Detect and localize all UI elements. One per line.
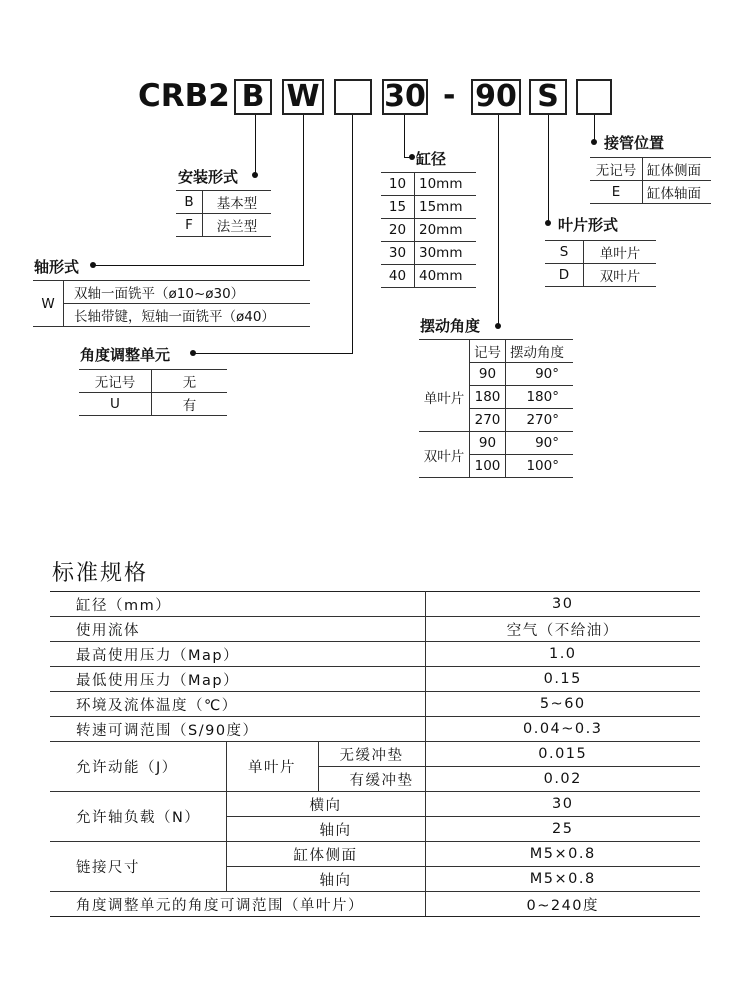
bore-code: 20 [381,219,415,242]
mount-desc: 基本型 [203,191,272,214]
connector-mount [255,115,256,175]
spec-sub-label: 轴向 [226,817,425,842]
spec-label: 转速可调范围（S/90度） [50,717,425,742]
connector-angle-unit-h [194,353,353,354]
vane-desc: 单叶片 [584,241,657,264]
bore-desc: 40mm [415,265,477,288]
swing-row [419,363,573,386]
spec-value: 0.015 [425,742,700,767]
shaft-label: 轴形式 [34,258,80,276]
angle-unit-desc: 无 [152,370,228,393]
bore-code: 10 [381,173,415,196]
spec-label: 允许动能（J） [50,742,226,792]
mount-code: F [176,214,203,237]
spec-value: 空气（不给油） [425,617,700,642]
spec-label: 使用流体 [50,617,425,642]
connector-dot-port [591,139,597,145]
spec-value: 0~240度 [425,892,700,917]
swing-row [419,432,573,455]
port-row [590,181,711,204]
angle-unit-table [79,369,227,416]
swing-double-label: 双叶片 [419,432,470,478]
spec-label: 缸径（mm） [50,592,425,617]
vane-code: S [545,241,584,264]
spec-value: 30 [425,792,700,817]
shaft-desc: 长轴带键，短轴一面铣平（ø40） [64,304,311,327]
port-desc: 缸体轴面 [643,181,712,204]
code-box-mount: B [234,79,272,115]
bore-desc: 30mm [415,242,477,265]
swing-label: 摆动角度 [420,317,481,335]
angle-unit-label: 角度调整单元 [80,346,171,364]
swing-angle: 100° [506,455,574,478]
spec-sub-label: 缸体侧面 [226,842,425,867]
swing-code: 100 [470,455,506,478]
bore-desc: 20mm [415,219,477,242]
spec-label: 环境及流体温度（℃） [50,692,425,717]
vane-row [545,241,656,264]
mount-row [176,191,271,214]
connector-dot-shaft [90,262,96,268]
shaft-table [33,280,310,327]
connector-shaft-h [94,265,304,266]
swing-single-label: 单叶片 [419,363,470,432]
spec-row [50,792,700,817]
connector-dot-vane [545,220,551,226]
vane-desc: 双叶片 [584,264,657,287]
spec-row [50,692,700,717]
port-desc: 缸体侧面 [643,158,712,181]
swing-code: 90 [470,432,506,455]
swing-code: 180 [470,386,506,409]
spec-label: 角度调整单元的角度可调范围（单叶片） [50,892,425,917]
connector-port [594,115,595,142]
spec-value: 1.0 [425,642,700,667]
connector-dot-angle-unit [190,350,196,356]
angle-unit-row [79,370,227,393]
bore-label: 缸径 [416,150,447,168]
port-code: 无记号 [590,158,643,181]
swing-code: 90 [470,363,506,386]
spec-sub-label: 横向 [226,792,425,817]
bore-code: 30 [381,242,415,265]
shaft-row [33,281,310,304]
spec-label: 允许轴负载（N） [50,792,226,842]
shaft-desc: 双轴一面铣平（ø10~ø30） [64,281,311,304]
spec-row [50,892,700,917]
code-box-bore: 30 [382,79,428,115]
bore-desc: 15mm [415,196,477,219]
connector-dot-mount [252,172,258,178]
connector-shaft-v [303,115,304,266]
port-row [590,158,711,181]
swing-code: 270 [470,409,506,432]
angle-unit-code: U [79,393,152,416]
bore-table [381,172,476,288]
swing-angle: 90° [506,432,574,455]
connector-vane [548,115,549,224]
spec-value: 0.04~0.3 [425,717,700,742]
angle-unit-desc: 有 [152,393,228,416]
mount-code: B [176,191,203,214]
port-label: 接管位置 [604,134,665,152]
spec-value: 0.02 [425,767,700,792]
port-code: E [590,181,643,204]
spec-row [50,592,700,617]
angle-unit-row [79,393,227,416]
swing-angle: 90° [506,363,574,386]
mount-label: 安装形式 [178,168,239,186]
bore-desc: 10mm [415,173,477,196]
spec-value: M5×0.8 [425,842,700,867]
angle-unit-code: 无记号 [79,370,152,393]
spec-label: 最高使用压力（Map） [50,642,425,667]
mount-desc: 法兰型 [203,214,272,237]
connector-swing [498,115,499,327]
swing-header-angle: 摆动角度 [506,340,574,363]
vane-label: 叶片形式 [558,216,619,234]
port-table [590,157,711,204]
spec-sub-label: 轴向 [226,867,425,892]
shaft-code: W [33,281,64,327]
code-box-swing: 90 [471,79,521,115]
spec-value: 0.15 [425,667,700,692]
swing-header-code: 记号 [470,340,506,363]
code-box-shaft: W [282,79,324,115]
vane-code: D [545,264,584,287]
spec-label: 链接尺寸 [50,842,226,892]
connector-angle-unit-v [352,115,353,354]
swing-angle: 180° [506,386,574,409]
vane-row [545,264,656,287]
vane-table [545,240,656,287]
bore-code: 15 [381,196,415,219]
swing-corner [419,340,470,363]
spec-row [50,642,700,667]
bore-row [381,265,476,288]
code-box-angle-unit [334,79,372,115]
spec-sub-label: 无缓冲垫 [318,742,425,767]
bore-row [381,173,476,196]
spec-row [50,667,700,692]
mount-row [176,214,271,237]
spec-row [50,842,700,867]
spec-title: 标准规格 [52,561,149,586]
code-box-port [576,79,612,115]
mount-table [176,190,271,237]
bore-row [381,196,476,219]
spec-row [50,617,700,642]
spec-value: 5~60 [425,692,700,717]
spec-label: 最低使用压力（Map） [50,667,425,692]
code-box-vane: S [529,79,567,115]
shaft-row [33,304,310,327]
bore-row [381,219,476,242]
swing-header-row [419,340,573,363]
connector-bore-v [404,115,405,157]
spec-value: 25 [425,817,700,842]
bore-code: 40 [381,265,415,288]
spec-sub-label: 单叶片 [226,742,318,792]
connector-dot-bore [409,154,415,160]
spec-row [50,742,700,767]
spec-sub-label: 有缓冲垫 [318,767,425,792]
swing-angle: 270° [506,409,574,432]
spec-table [50,591,700,917]
swing-table [419,339,573,478]
spec-value: 30 [425,592,700,617]
model-prefix: CRB2 [138,78,230,114]
spec-value: M5×0.8 [425,867,700,892]
bore-row [381,242,476,265]
spec-row [50,717,700,742]
connector-dot-swing [495,323,501,329]
code-dash: - [443,78,456,113]
